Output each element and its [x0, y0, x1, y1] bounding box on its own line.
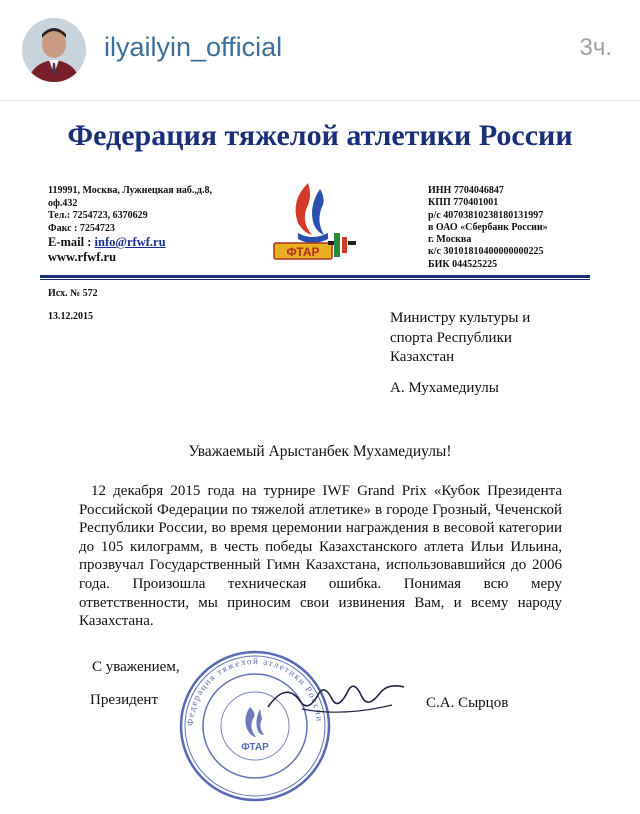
stamp-ring-text: Федерация тяжелой атлетики России [184, 655, 325, 727]
salutation: Уважаемый Арыстанбек Мухамедиулы! [188, 443, 452, 460]
recipient-name: А. Мухамедиулы [390, 380, 499, 396]
avatar[interactable] [22, 18, 86, 82]
bank-name: в ОАО «Сбербанк России» [428, 221, 548, 233]
recipient-line: спорта Республики [390, 329, 512, 346]
closing: С уважением, [92, 659, 180, 675]
ftar-logo-icon [268, 175, 364, 269]
letterhead-address [48, 185, 212, 265]
bank-bik: БИК 044525225 [428, 258, 498, 270]
bank-kpp: КПП 770401001 [428, 197, 499, 209]
bank-city: г. Москва [428, 234, 472, 246]
letter-date: 13.12.2015 [48, 311, 93, 322]
username-link[interactable]: ilyailyin_official [104, 32, 283, 62]
letter-body: 12 декабря 2015 года на турнире IWF Grand Prix «Кубок Президента Российской Федерации по тяжелой атлетике» в городе Грозный, Чеченской Республики России, во время церемонии награждения в весовой категории до 105 килограмм, в честь победы Казахстанского атлета Ильи Ильина, прозвучал Государственный Гимн Казахстана, использовавшийся до 2006 года. Произошла техническая ошибка. Понимая всю меру ответственности, мы приносим свои извинения Вам, и всему народу Казахстана. [79, 483, 562, 630]
letter-image [0, 101, 640, 814]
letterhead-divider-thin [40, 279, 590, 280]
email-label: E-mail : [48, 235, 95, 249]
address-email-row [48, 235, 212, 250]
signature-icon [262, 661, 412, 731]
signer-name: С.А. Сырцов [426, 695, 509, 711]
letterhead-bank-details [428, 185, 548, 271]
bank-account: р/с 40703810238180131997 [428, 209, 544, 221]
recipient-line: Казахстан [390, 349, 455, 365]
email-link: info@rfwf.ru [94, 235, 166, 249]
post-timestamp: 3ч. [579, 34, 612, 61]
stamp-center-text: ФТАР [241, 742, 269, 753]
letterhead-divider [40, 275, 590, 278]
post-header [0, 0, 640, 101]
letterhead-title: Федерация тяжелой атлетики России [67, 119, 573, 152]
reference-number: Исх. № 572 [48, 288, 98, 299]
signer-title: Президент [90, 692, 158, 708]
address-fax: Факс : 7254723 [48, 222, 115, 234]
recipient-block [390, 309, 530, 368]
recipient-line: Министру культуры и [390, 310, 531, 326]
logo-text: ФТАР [286, 245, 320, 259]
address-line: 119991, Москва, Лужнецкая наб.,д.8, [48, 185, 212, 196]
bank-corr-account: к/с 30101810400000000225 [428, 246, 544, 258]
address-line: оф.432 [48, 197, 78, 209]
address-phone: Тел.: 7254723, 6370629 [48, 210, 148, 221]
profile-photo-icon [22, 18, 86, 82]
bank-inn: ИНН 7704046847 [428, 185, 504, 196]
address-website: www.rfwf.ru [48, 250, 117, 264]
